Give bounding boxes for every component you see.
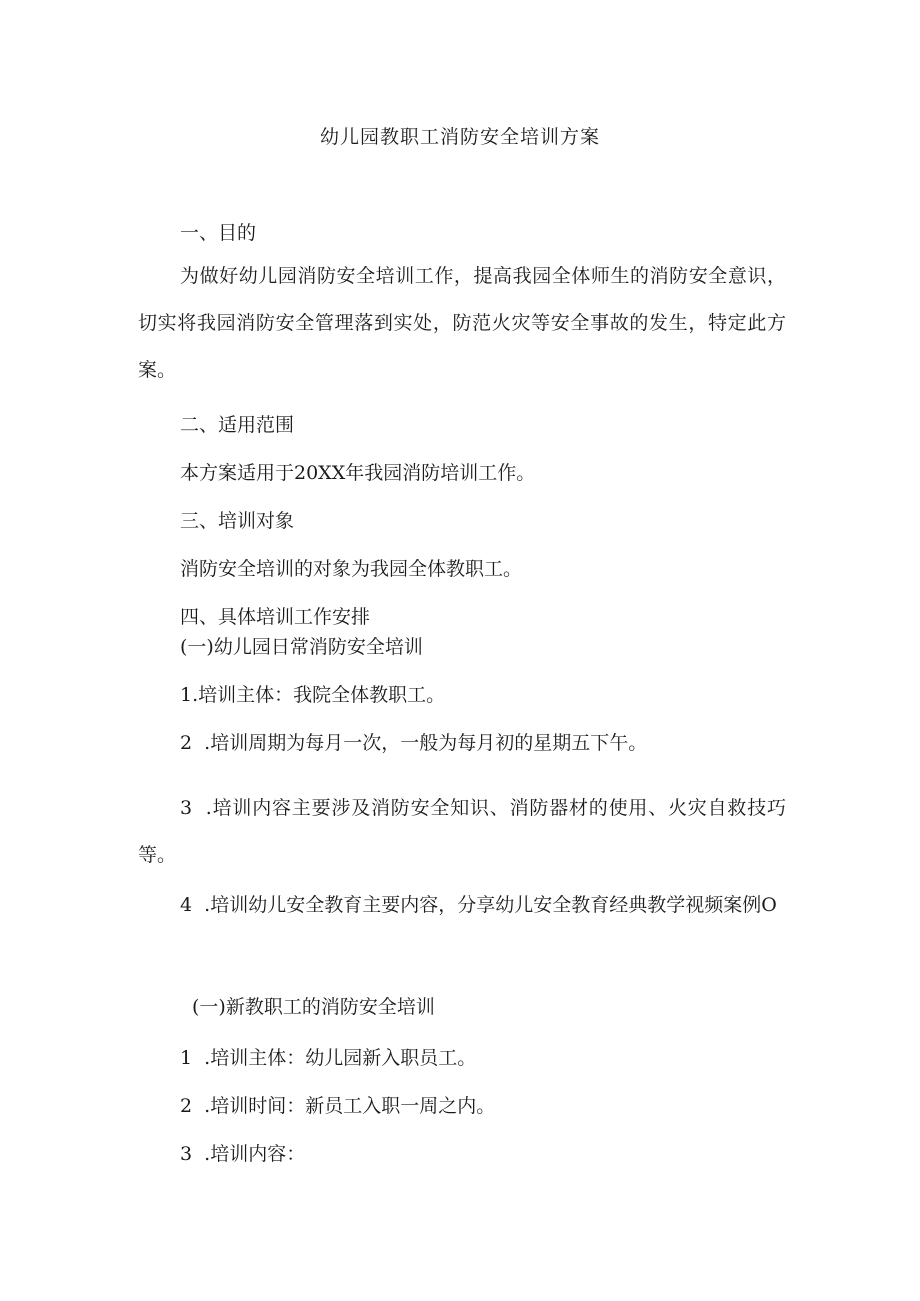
section-heading-audience: 三、培训对象 (180, 510, 295, 532)
document-title: 幼儿园教职工消防安全培训方案 (319, 126, 600, 148)
subsection-heading-new-staff: (一)新教职工的消防安全培训 (192, 996, 435, 1018)
list-item: 2 .培训周期为每月一次，一般为每月初的星期五下午。 (180, 732, 648, 754)
section-heading-purpose: 一、目的 (180, 222, 257, 244)
list-item: 2 .培训时间：新员工入职一周之内。 (180, 1095, 496, 1117)
section-body-audience: 消防安全培训的对象为我园全体教职工。 (180, 558, 523, 580)
section-body-purpose: 为做好幼儿园消防安全培训工作，提高我园全体师生的消防安全意识，切实将我园消防安全管理落到实处，防范火灾等安全事故的发生，特定此方案。 (138, 265, 786, 381)
list-item: 3 .培训内容： (180, 1143, 306, 1165)
subsection-heading-daily: (一)幼儿园日常消防安全培训 (180, 636, 423, 658)
list-item: 4 .培训幼儿安全教育主要内容，分享幼儿安全教育经典教学视频案例O (180, 894, 777, 916)
list-item: 1.培训主体：我院全体教职工。 (180, 684, 446, 706)
list-item: 1 .培训主体：幼儿园新入职员工。 (180, 1047, 477, 1069)
section-body-scope: 本方案适用于20XX年我园消防培训工作。 (180, 462, 536, 484)
list-item: 3 .培训内容主要涉及消防安全知识、消防器材的使用、火灾自救技巧等。 (138, 797, 786, 866)
section-heading-scope: 二、适用范围 (180, 414, 295, 436)
section-heading-arrangement: 四、具体培训工作安排 (180, 606, 371, 628)
